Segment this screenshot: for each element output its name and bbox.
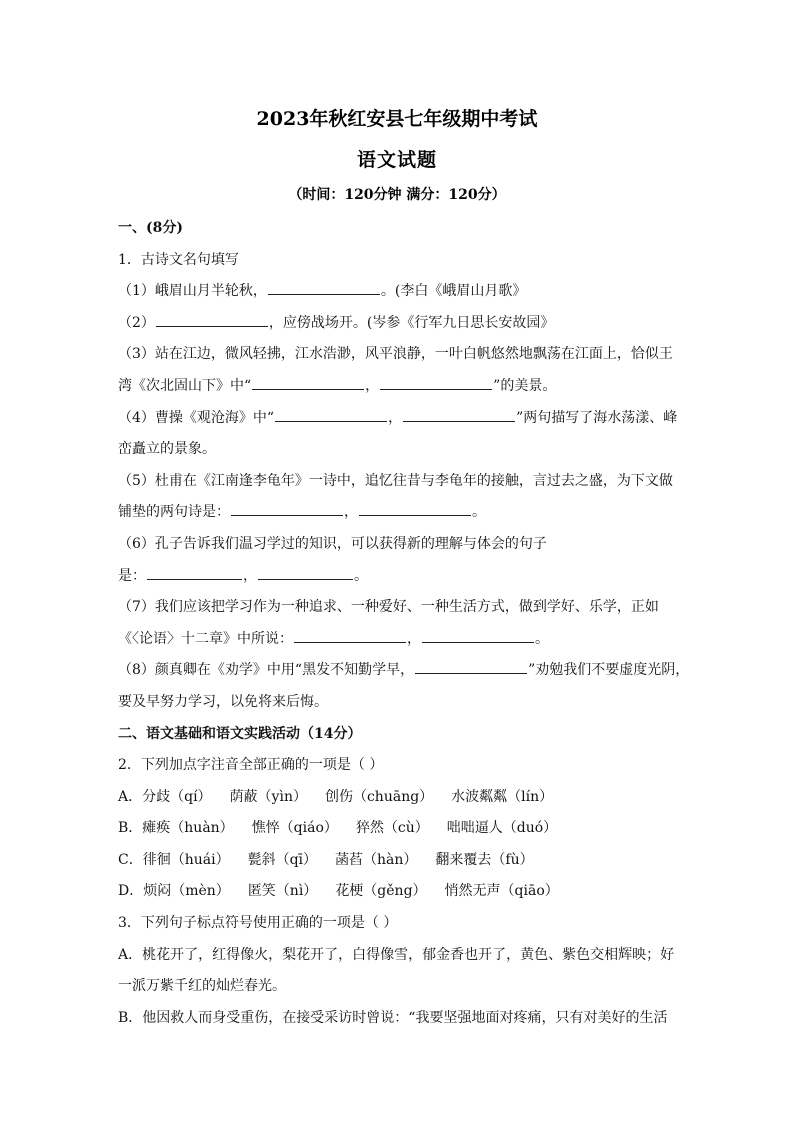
question-1-4-line2: 峦矗立的景象。 <box>118 441 216 458</box>
answer-blank[interactable] <box>147 563 242 580</box>
question-1-3-line2 <box>118 371 678 403</box>
exam-body <box>118 213 690 1034</box>
q1-6-text-b: ， <box>243 567 257 584</box>
q1-4-text-a: （4）曹操《观沧海》中“ <box>118 409 275 426</box>
q1-7-text-c: 。 <box>535 630 549 647</box>
question-3-option-a-line2[interactable]: 一派万紫千红的灿烂春光。 <box>118 978 286 995</box>
exam-subject: 语文试题 <box>356 149 437 171</box>
question-1-intro: 1．古诗文名句填写 <box>118 251 239 268</box>
q1-5-text-b: ， <box>344 504 358 521</box>
q1-1-text-b: 。(李白《峨眉山月歌》 <box>380 283 527 300</box>
q1-4-text-c: ”两句描写了海水荡漾、峰 <box>516 409 678 426</box>
q1-1-text-a: （1）峨眉山月半轮秋， <box>118 283 267 300</box>
question-2-option-c[interactable] <box>118 845 678 877</box>
answer-blank[interactable] <box>380 373 492 390</box>
answer-blank[interactable] <box>268 278 380 295</box>
question-3-stem: 3．下列句子标点符号使用正确的一项是（ ） <box>118 915 398 932</box>
question-1-8-line2: 要及早努力学习，以免将来后悔。 <box>118 693 328 710</box>
q1-3-text-c: ”的美景。 <box>493 377 557 394</box>
option-item: 悄然无声（qiāo） <box>444 883 559 900</box>
answer-blank[interactable] <box>275 405 387 422</box>
answer-blank[interactable] <box>359 499 471 516</box>
question-1-7-line2 <box>118 624 678 656</box>
question-1-4-line1 <box>118 403 678 435</box>
q1-2-text-b: ，应傍战场开。(岑参《行军九日思长安故园》 <box>268 314 555 331</box>
question-1-3-line1: （3）站在江边，微风轻拂，江水浩渺，风平浪静，一叶白帆悠然地飘荡在江面上，恰似王 <box>118 346 673 363</box>
question-1-5-line1: （5）杜甫在《江南逢李龟年》一诗中，追忆往昔与李龟年的接触，言过去之盛，为下文做 <box>118 472 673 489</box>
answer-blank[interactable] <box>415 657 527 674</box>
option-item: A．分歧（qí） <box>118 788 212 805</box>
option-item: 咄咄逼人（duó） <box>446 820 558 837</box>
q1-5-text-a: 铺垫的两句诗是： <box>118 504 230 521</box>
option-item: 匿笑（nì） <box>247 883 318 900</box>
question-1-6-line2 <box>118 561 678 593</box>
option-item: C．徘徊（huái） <box>118 851 230 868</box>
question-2-stem: 2．下列加点字注音全部正确的一项是（ ） <box>118 757 384 774</box>
q1-7-text-a: 《〈论语〉十二章》中所说： <box>118 630 293 647</box>
option-item: 创伤（chuāng） <box>324 788 434 805</box>
q1-8-text-b: ”劝勉我们不要虚度光阴， <box>528 662 690 679</box>
question-3-option-b-line1[interactable]: B．他因救人而身受重伤，在接受采访时曾说：“我要坚强地面对疼痛，只有对美好的生活 <box>118 1009 668 1026</box>
exam-title: 2023年秋红安县七年级期中考试 <box>256 108 538 130</box>
answer-blank[interactable] <box>403 405 515 422</box>
answer-blank[interactable] <box>258 563 353 580</box>
question-1-2 <box>118 308 678 340</box>
answer-blank[interactable] <box>422 626 534 643</box>
exam-info: （时间：120分钟 满分：120分） <box>288 187 506 203</box>
option-item: 荫蔽（yìn） <box>229 788 307 805</box>
answer-blank[interactable] <box>156 310 268 327</box>
answer-blank[interactable] <box>231 499 343 516</box>
q1-7-text-b: ， <box>407 630 421 647</box>
section-1-heading: 一、(8分) <box>118 220 183 236</box>
question-2-option-b[interactable] <box>118 813 678 845</box>
question-2-option-d[interactable] <box>118 876 678 908</box>
answer-blank[interactable] <box>252 373 364 390</box>
option-item: 甏斜（qī） <box>247 851 318 868</box>
q1-8-text-a: （8）颜真卿在《劝学》中用“黑发不知勤学早， <box>118 662 415 679</box>
question-1-6-line1: （6）孔子告诉我们温习学过的知识，可以获得新的理解与体会的句子 <box>118 535 547 552</box>
option-item: 猝然（cù） <box>355 820 429 837</box>
option-item: 憔悴（qiáo） <box>251 820 338 837</box>
option-item: 翻来覆去（fù） <box>435 851 534 868</box>
question-2-option-a[interactable] <box>118 782 678 814</box>
q1-5-text-c: 。 <box>472 504 486 521</box>
option-item: B．瘫痪（huàn） <box>118 820 234 837</box>
q1-3-text-b: ， <box>365 377 380 394</box>
option-item: 菡萏（hàn） <box>335 851 418 868</box>
question-1-8-line1 <box>118 655 690 687</box>
question-1-7-line1: （7）我们应该把学习作为一种追求、一种爱好、一种生活方式，做到学好、乐学，正如 <box>118 599 659 616</box>
q1-2-text-a: （2） <box>118 314 155 331</box>
option-item: 花梗（gěng） <box>335 883 427 900</box>
q1-3-text-a: 湾《次北固山下》中“ <box>118 377 252 394</box>
q1-6-text-a: 是： <box>118 567 146 584</box>
question-1-5-line2 <box>118 497 678 529</box>
question-1-1 <box>118 276 678 308</box>
q1-4-text-b: ， <box>388 409 403 426</box>
answer-blank[interactable] <box>294 626 406 643</box>
option-item: 水波粼粼（lín） <box>451 788 554 805</box>
section-2-heading: 二、语文基础和语文实践活动（14分） <box>118 725 362 742</box>
question-3-option-a-line1[interactable]: A．桃花开了，红得像火，梨花开了，白得像雪，郁金香也开了，黄色、紫色交相辉映；好 <box>118 946 675 963</box>
option-item: D．烦闷（mèn） <box>118 883 230 900</box>
q1-6-text-c: 。 <box>354 567 368 584</box>
